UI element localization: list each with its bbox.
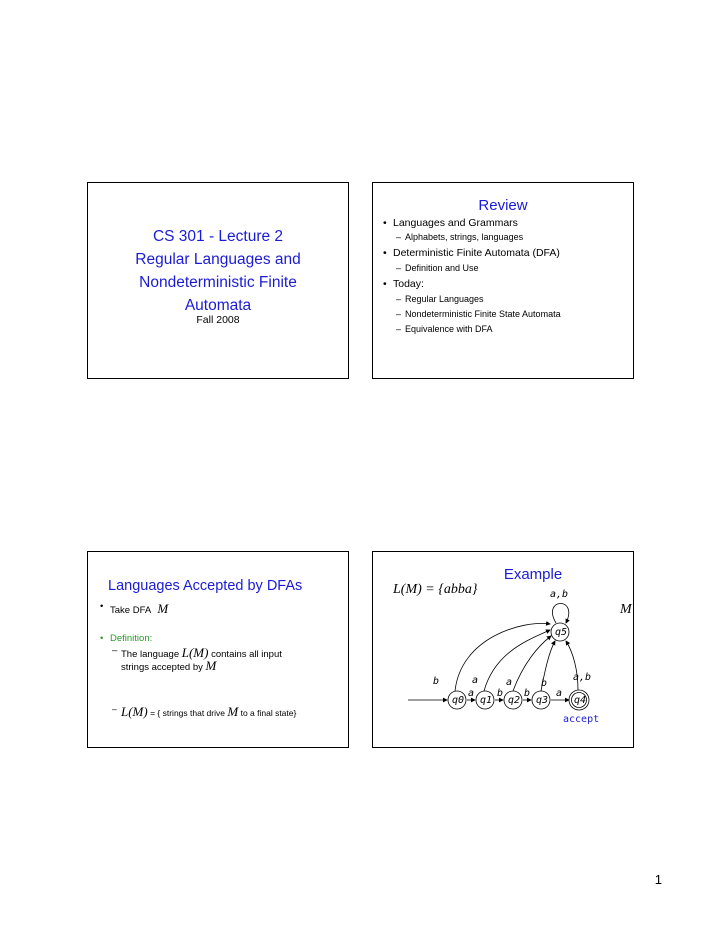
page-number: 1 xyxy=(654,872,662,887)
state-label: q2 xyxy=(508,695,521,706)
language-equation: L(M) = {abba} xyxy=(393,582,478,597)
def-machine: M xyxy=(205,658,217,673)
slide-example xyxy=(372,551,634,748)
edge-label: a xyxy=(468,688,475,699)
edge-label: b xyxy=(524,688,531,699)
slide-languages-accepted xyxy=(87,551,349,748)
slide-title: Languages Accepted by DFAs xyxy=(108,578,303,594)
formula-m: M xyxy=(227,704,239,719)
edge-label: b xyxy=(497,688,504,699)
take-text: Take DFA xyxy=(110,605,151,616)
edge-label: b xyxy=(541,678,548,689)
formula-mid: = { strings that drive xyxy=(150,708,225,718)
def-post: contains all input xyxy=(211,649,282,660)
sub-bullet-item: – Definition and Use xyxy=(405,263,479,273)
definition-line-2 xyxy=(121,658,216,674)
loop-label: a,b xyxy=(550,589,569,600)
formula-lm: L(M) xyxy=(121,704,148,719)
edge-label: a,b xyxy=(573,672,592,683)
machine-label: M xyxy=(620,602,632,617)
sub-bullet-item: – Nondeterministic Finite State Automata xyxy=(405,309,561,319)
formula-end: to a final state} xyxy=(240,708,297,718)
edge-label: a xyxy=(556,688,563,699)
machine-symbol: M xyxy=(157,601,169,616)
slide-subtitle: Fall 2008 xyxy=(196,314,240,326)
edge-label: a xyxy=(472,675,479,686)
bullet-item: • Deterministic Finite Automata (DFA) xyxy=(393,247,560,259)
def-lm: L(M) xyxy=(181,645,209,660)
slide-review xyxy=(372,182,634,379)
edge-label: b xyxy=(433,676,440,687)
sub-bullet-item: – Alphabets, strings, languages xyxy=(405,232,523,242)
title-line-1: CS 301 - Lecture 2 xyxy=(152,228,284,245)
state-label: q1 xyxy=(480,695,493,706)
sub-bullet-item: – Regular Languages xyxy=(405,294,484,304)
title-line-2: Regular Languages and xyxy=(135,251,301,268)
formula-line xyxy=(121,704,296,720)
state-label: q4 xyxy=(574,695,587,706)
bullet-item: • Today: xyxy=(393,278,424,290)
sub-bullet-item: – Equivalence with DFA xyxy=(405,324,493,334)
review-heading: Review xyxy=(478,197,528,214)
def-pre: The language xyxy=(121,649,180,660)
slide-title xyxy=(87,182,349,379)
state-label: q5 xyxy=(555,627,568,638)
accept-label: accept xyxy=(563,714,600,725)
state-label: q0 xyxy=(452,695,465,706)
bullet-take-dfa xyxy=(110,601,168,617)
self-loop-q5 xyxy=(552,603,568,623)
definition-label: • Definition: xyxy=(110,633,152,644)
state-label: q3 xyxy=(536,695,549,706)
title-line-3: Nondeterministic Finite xyxy=(139,274,297,291)
dfa-diagram xyxy=(373,552,633,747)
def-line2: strings accepted by xyxy=(121,662,203,673)
title-line-4: Automata xyxy=(184,297,252,314)
example-heading: Example xyxy=(503,566,563,583)
bullet-item: • Languages and Grammars xyxy=(393,217,518,229)
edge-q0-q5 xyxy=(455,623,550,691)
edge-label: a xyxy=(506,677,513,688)
